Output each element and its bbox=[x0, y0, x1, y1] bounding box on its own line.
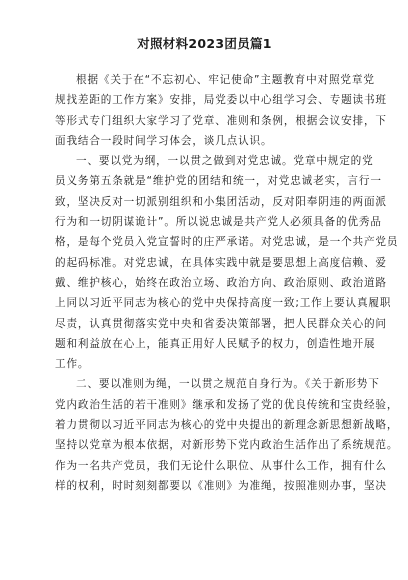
paragraph-line: 规找差距的工作方案》安排，局党委以中心组学习会、专题读书班 bbox=[55, 94, 387, 107]
document-title: 对照材料2023团员篇1 bbox=[137, 36, 272, 51]
paragraph-line: 戴、维护核心，始终在政治立场、政治方向、政治原则、政治道路 bbox=[55, 276, 387, 289]
paragraph-line: 作为一名共产党员，我们无论什么职位、从事什么工作，拥有什么 bbox=[55, 459, 387, 472]
paragraph-section-one bbox=[55, 151, 399, 374]
paragraph-intro bbox=[55, 70, 387, 151]
paragraph-line: 根据《关于在“不忘初心、牢记使命”主题教育中对照党章党 bbox=[76, 74, 375, 86]
paragraph-line: 一、要以党为纲，一以贯之做到对党忠诚。党章中规定的党 bbox=[76, 155, 374, 168]
paragraph-line: 员义务第五条就是“维护党的团结和统一，对党忠诚老实，言行一 bbox=[55, 175, 382, 188]
paragraph-line: 行为和一切阴谋诡计”。所以说忠诚是共产党人必须具备的优秀品 bbox=[55, 216, 382, 229]
paragraph-line: 面我结合一段时间学习体会，谈几点认识。 bbox=[55, 134, 273, 147]
paragraph-line: 坚持以党章为根本依据，对新形势下党内政治生活作出了系统规范。 bbox=[55, 439, 399, 452]
paragraph-line: 题和利益放在心上，能真正用好人民赋予的权力，创造性地开展 bbox=[55, 337, 376, 350]
paragraph-line: 致，坚决反对一切派别组织和小集团活动，反对阳奉阴违的两面派 bbox=[55, 195, 387, 208]
paragraph-line: 格，是每个党员入党宣誓时的庄严承诺。对党忠诚，是一个共产党员 bbox=[55, 236, 399, 249]
paragraph-line: 尽责，认真贯彻落实党中央和省委决策部署，把人民群众关心的问 bbox=[55, 317, 387, 330]
paragraph-section-two bbox=[55, 374, 399, 496]
paragraph-line: 样的权利，时时刻刻都要以《准则》为准绳，按照准则办事，坚决 bbox=[55, 479, 387, 492]
paragraph-line: 上同以习近平同志为核心的党中央保持高度一致;工作上要认真履职 bbox=[55, 297, 392, 310]
paragraph-line: 着力贯彻以习近平同志为核心的党中央提出的新理念新思想新战略， bbox=[55, 419, 399, 432]
paragraph-line: 的起码标准。对党忠诚，在具体实践中就是要思想上高度信赖、爱 bbox=[55, 256, 387, 269]
paragraph-line: 党内政治生活的若干准则》继承和发扬了党的优良传统和宝贵经验， bbox=[55, 398, 399, 411]
paragraph-line: 二、要以准则为绳，一以贯之规范自身行为。《关于新形势下 bbox=[76, 378, 380, 391]
paragraph-line: 等形式专门组织大家学习了党章、准则和条例，根据会议安排，下 bbox=[55, 114, 387, 127]
paragraph-line: 工作。 bbox=[55, 358, 90, 371]
